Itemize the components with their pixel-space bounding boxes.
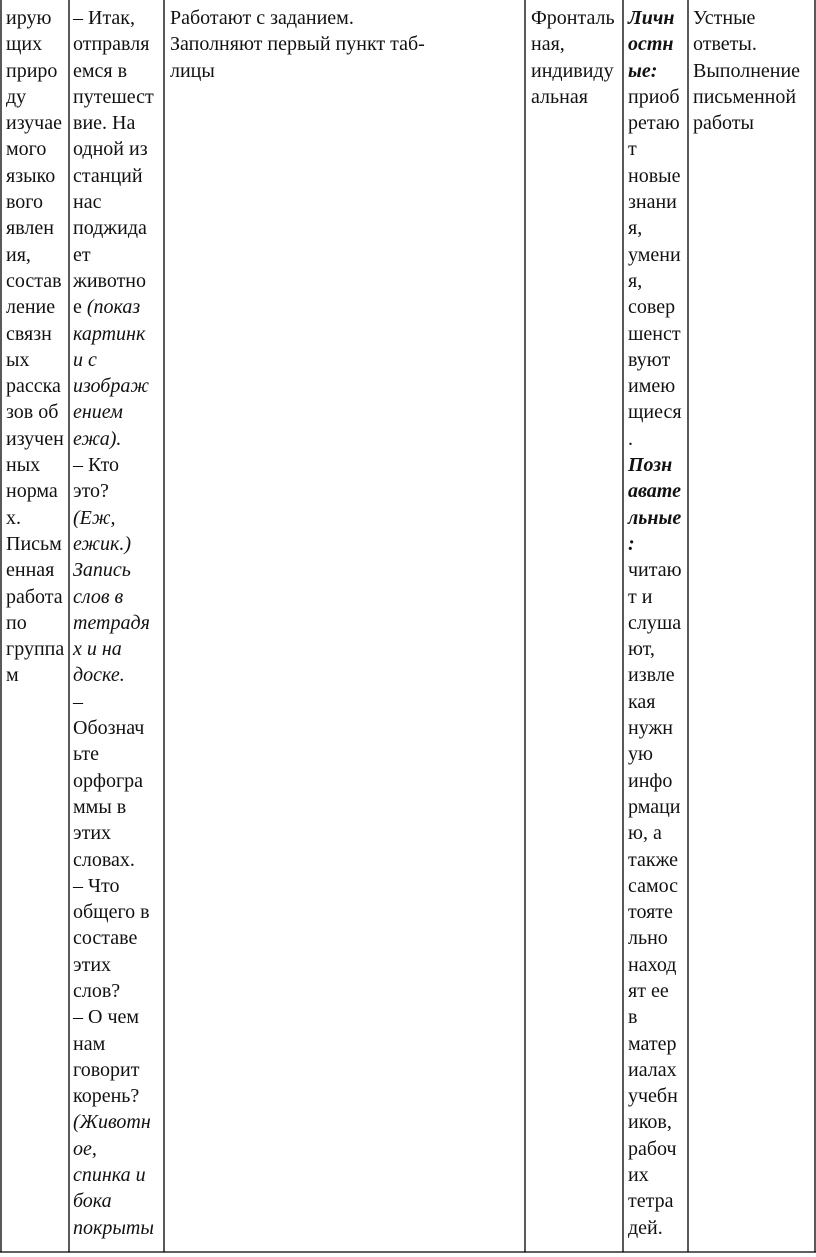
text-line <box>73 925 161 951</box>
text-line <box>73 136 161 162</box>
text-line <box>6 662 66 688</box>
text-line <box>6 294 66 320</box>
text-run: приро <box>6 59 58 82</box>
text-run: также <box>628 848 679 871</box>
text-run: покрыты <box>73 1216 154 1239</box>
text-run: явлен <box>6 217 54 240</box>
text-line <box>73 873 161 899</box>
text-line <box>73 242 161 268</box>
text-line <box>531 31 621 57</box>
text-run: расска <box>6 375 61 398</box>
text-line <box>6 215 66 241</box>
text-run: льные <box>628 506 682 529</box>
text-line <box>628 1136 686 1162</box>
text-run: мого <box>6 138 47 161</box>
text-run: спинка и <box>73 1164 146 1187</box>
text-run: ответы. <box>693 33 757 56</box>
text-line <box>73 636 161 662</box>
text-line <box>73 5 161 31</box>
text-run: – <box>73 690 83 713</box>
text-run: инфо <box>628 769 673 792</box>
text-run: путешест <box>73 85 154 108</box>
text-run: тояте <box>628 901 673 924</box>
control-cell <box>693 5 811 136</box>
text-run: отправля <box>73 33 150 56</box>
text-line <box>531 84 621 110</box>
text-run: ые: <box>628 59 658 82</box>
text-run: . <box>628 427 633 450</box>
text-line <box>6 163 66 189</box>
text-line <box>628 1188 686 1214</box>
text-line <box>6 347 66 373</box>
text-line <box>73 1215 161 1241</box>
text-line <box>628 899 686 925</box>
text-run: связн <box>6 322 52 345</box>
text-line <box>628 952 686 978</box>
text-run: самос <box>628 874 679 897</box>
text-line <box>628 1004 686 1030</box>
text-run: совер <box>628 296 676 319</box>
text-line <box>531 5 621 31</box>
text-line <box>73 662 161 688</box>
text-line <box>693 84 811 110</box>
text-run: ьте <box>73 743 99 766</box>
text-run: рабоч <box>628 1137 677 1160</box>
text-run: Работают с заданием. <box>170 7 354 29</box>
text-run: ю, а <box>628 822 662 845</box>
text-run: этих <box>73 953 112 976</box>
text-run: составе <box>73 927 138 950</box>
text-line <box>6 189 66 215</box>
text-run: я, <box>628 217 643 240</box>
text-line <box>73 505 161 531</box>
text-line <box>628 741 686 767</box>
text-run: – О чем <box>73 1006 140 1029</box>
text-run: новые <box>628 164 681 187</box>
text-line <box>628 136 686 162</box>
text-run: ду <box>6 85 27 108</box>
text-run: ежа). <box>73 427 122 450</box>
text-run: это? <box>73 480 109 503</box>
text-line <box>628 1083 686 1109</box>
text-line <box>73 163 161 189</box>
text-line <box>6 426 66 452</box>
text-run: ных <box>6 454 41 477</box>
text-run: вуют <box>628 348 671 371</box>
text-run: матер <box>628 1032 677 1055</box>
text-line <box>6 5 66 31</box>
text-run: щиеся <box>628 401 682 424</box>
text-line <box>6 399 66 425</box>
text-run: Заполняют первый пункт таб- <box>170 33 425 56</box>
text-run: ет <box>73 243 91 266</box>
text-line <box>73 1188 161 1214</box>
text-line <box>73 715 161 741</box>
text-line <box>628 189 686 215</box>
text-run: работы <box>693 112 754 135</box>
text-run: норма <box>6 480 58 503</box>
text-line <box>73 58 161 84</box>
text-line <box>628 610 686 636</box>
text-line <box>73 347 161 373</box>
text-run: наход <box>628 953 677 976</box>
text-line <box>73 978 161 1004</box>
text-line <box>693 31 811 57</box>
text-run: ых <box>6 348 30 371</box>
text-run: группа <box>6 638 65 661</box>
text-line <box>73 110 161 136</box>
text-line <box>628 689 686 715</box>
text-line <box>170 58 520 84</box>
text-run: ретаю <box>628 112 680 135</box>
text-line <box>73 1004 161 1030</box>
text-line <box>531 58 621 84</box>
text-line <box>6 268 66 294</box>
text-line <box>73 1057 161 1083</box>
text-line <box>628 163 686 189</box>
text-run: нужн <box>628 717 673 740</box>
text-run: по <box>6 611 27 634</box>
text-line <box>73 84 161 110</box>
text-line <box>6 373 66 399</box>
text-line <box>6 58 66 84</box>
text-line <box>628 347 686 373</box>
text-run: Запись <box>73 559 131 582</box>
text-line <box>73 847 161 873</box>
text-line <box>73 31 161 57</box>
text-line <box>628 873 686 899</box>
text-line <box>6 478 66 504</box>
text-run: картинк <box>73 322 146 345</box>
text-run: дей. <box>628 1216 663 1239</box>
text-run: : <box>628 532 635 555</box>
text-run: этих <box>73 822 112 845</box>
text-line <box>628 373 686 399</box>
work-form-cell <box>531 5 621 110</box>
text-line <box>693 58 811 84</box>
text-line <box>628 794 686 820</box>
text-line <box>73 189 161 215</box>
text-run: языко <box>6 164 56 187</box>
text-line <box>628 294 686 320</box>
text-line <box>628 452 686 478</box>
text-line <box>73 610 161 636</box>
text-run: иков, <box>628 1111 672 1134</box>
text-line <box>73 321 161 347</box>
text-line <box>628 1031 686 1057</box>
text-line <box>73 952 161 978</box>
text-run: авате <box>628 480 681 503</box>
text-line <box>628 268 686 294</box>
text-line <box>628 399 686 425</box>
text-run: ление <box>6 296 56 319</box>
text-line <box>628 321 686 347</box>
text-run: льно <box>628 927 668 950</box>
text-line <box>628 31 686 57</box>
text-line <box>628 215 686 241</box>
text-line <box>628 557 686 583</box>
text-line <box>6 636 66 662</box>
text-run: работа <box>6 585 63 608</box>
text-line <box>6 557 66 583</box>
text-run: Выполнение <box>693 59 801 82</box>
text-run: станций <box>73 164 143 187</box>
text-line <box>628 1109 686 1135</box>
text-run: слов в <box>73 585 124 608</box>
text-run: т <box>628 138 637 161</box>
text-run: доске. <box>73 664 125 687</box>
text-line <box>6 452 66 478</box>
text-run: корень? <box>73 1085 140 1108</box>
text-line <box>73 689 161 715</box>
text-run: знани <box>628 191 677 214</box>
text-line <box>628 426 686 452</box>
text-line <box>628 1162 686 1188</box>
text-run: Фронталь <box>531 7 615 29</box>
text-line <box>628 531 686 557</box>
text-line <box>628 505 686 531</box>
text-run: иалах <box>628 1058 677 1081</box>
text-run-italic: (показ <box>86 296 141 319</box>
text-run: слов? <box>73 979 121 1002</box>
text-run: м <box>6 664 19 687</box>
text-run: вого <box>6 191 44 214</box>
text-run: – Что <box>73 874 120 897</box>
text-line <box>73 741 161 767</box>
text-line <box>73 478 161 504</box>
text-line <box>73 215 161 241</box>
text-line <box>628 662 686 688</box>
text-run: Обознач <box>73 717 145 740</box>
text-line <box>73 794 161 820</box>
text-run: тетрадя <box>73 611 150 634</box>
text-run: нас <box>73 191 102 214</box>
text-line <box>6 321 66 347</box>
text-line <box>628 242 686 268</box>
text-line <box>170 31 520 57</box>
text-line <box>628 84 686 110</box>
text-run: животно <box>73 269 147 292</box>
text-line <box>628 478 686 504</box>
text-line <box>73 1136 161 1162</box>
text-run: ирую <box>6 7 52 29</box>
text-run: в <box>628 1006 638 1029</box>
text-run: одной из <box>73 138 148 161</box>
text-run: извле <box>628 664 675 687</box>
text-run: имею <box>628 375 676 398</box>
text-run: общего в <box>73 901 150 924</box>
text-run: х. <box>6 506 21 529</box>
text-line <box>6 110 66 136</box>
text-line <box>628 978 686 1004</box>
text-run: приоб <box>628 85 680 108</box>
text-run: остн <box>628 33 674 56</box>
text-run: учебн <box>628 1085 678 1108</box>
text-run: рмаци <box>628 795 681 818</box>
text-run: ежик.) <box>73 532 131 555</box>
text-line <box>628 847 686 873</box>
text-run: Устные <box>693 7 756 29</box>
text-run: ением <box>73 401 123 424</box>
text-run: я, <box>628 269 643 292</box>
student-activity-cell <box>170 5 520 84</box>
text-run: умени <box>628 243 681 266</box>
text-line <box>628 636 686 662</box>
text-run: тетра <box>628 1190 674 1213</box>
text-line <box>73 1109 161 1135</box>
text-line <box>628 58 686 84</box>
text-line <box>73 584 161 610</box>
text-run: вие. На <box>73 112 136 135</box>
text-line <box>73 452 161 478</box>
text-line <box>73 899 161 925</box>
text-line <box>73 820 161 846</box>
text-run: енная <box>6 559 55 582</box>
text-run: состав <box>6 269 62 292</box>
text-run: т и <box>628 585 653 608</box>
text-line <box>73 768 161 794</box>
text-run: Личн <box>628 7 675 29</box>
text-run: щих <box>6 33 43 56</box>
text-run: ммы в <box>73 795 127 818</box>
text-line <box>170 5 520 31</box>
text-line <box>628 925 686 951</box>
text-run: – Итак, <box>73 7 136 29</box>
text-line <box>73 373 161 399</box>
text-run: ую <box>628 743 653 766</box>
text-run: ят ее <box>628 979 669 1002</box>
text-run: зов об <box>6 401 59 424</box>
teacher-activity-cell <box>73 5 161 1241</box>
text-line <box>6 584 66 610</box>
text-run: (Животн <box>73 1111 151 1134</box>
text-line <box>6 242 66 268</box>
text-line <box>73 531 161 557</box>
text-run: изучае <box>6 112 62 135</box>
text-run: изображ <box>73 375 149 398</box>
text-line <box>6 505 66 531</box>
text-run: лицы <box>170 59 215 82</box>
text-run: говорит <box>73 1058 140 1081</box>
text-run: бока <box>73 1190 112 1213</box>
text-run: ое, <box>73 1137 97 1160</box>
text-line <box>73 399 161 425</box>
text-run: словах. <box>73 848 135 871</box>
text-run: слуша <box>628 611 682 634</box>
text-run: (Еж, <box>73 506 116 529</box>
text-run: Позн <box>628 454 673 477</box>
text-line <box>6 84 66 110</box>
text-run: Письм <box>6 532 62 555</box>
text-run: альная <box>531 85 588 108</box>
text-run: и с <box>73 348 97 371</box>
text-run: их <box>628 1164 649 1187</box>
text-run: письменной <box>693 85 797 108</box>
text-run: – Кто <box>73 454 120 477</box>
text-run: ия, <box>6 243 31 266</box>
text-line <box>693 110 811 136</box>
text-line <box>6 31 66 57</box>
text-line <box>628 1215 686 1241</box>
text-line <box>628 820 686 846</box>
text-run: кая <box>628 690 656 713</box>
text-line <box>628 1057 686 1083</box>
text-line <box>628 110 686 136</box>
text-run: е <box>73 296 87 319</box>
text-run: шенст <box>628 322 681 345</box>
text-run: емся в <box>73 59 128 82</box>
text-run: ная, <box>531 33 565 56</box>
text-run: читаю <box>628 559 682 582</box>
text-run: индивиду <box>531 59 614 82</box>
stage-cell <box>6 5 66 689</box>
text-line <box>73 294 161 320</box>
text-run: орфогра <box>73 769 144 792</box>
text-line <box>693 5 811 31</box>
text-line <box>628 584 686 610</box>
text-run: х и на <box>73 638 122 661</box>
text-line <box>628 715 686 741</box>
text-line <box>73 1083 161 1109</box>
text-line <box>73 426 161 452</box>
text-run: изучен <box>6 427 64 450</box>
text-run: нам <box>73 1032 106 1055</box>
text-line <box>73 1162 161 1188</box>
text-line <box>73 268 161 294</box>
text-line <box>6 136 66 162</box>
text-line <box>628 5 686 31</box>
text-line <box>6 610 66 636</box>
text-run: поджида <box>73 217 147 240</box>
text-line <box>73 557 161 583</box>
text-run: ют, <box>628 638 655 661</box>
text-line <box>73 1031 161 1057</box>
outcomes-cell <box>628 5 686 1241</box>
text-line <box>628 768 686 794</box>
text-line <box>6 531 66 557</box>
